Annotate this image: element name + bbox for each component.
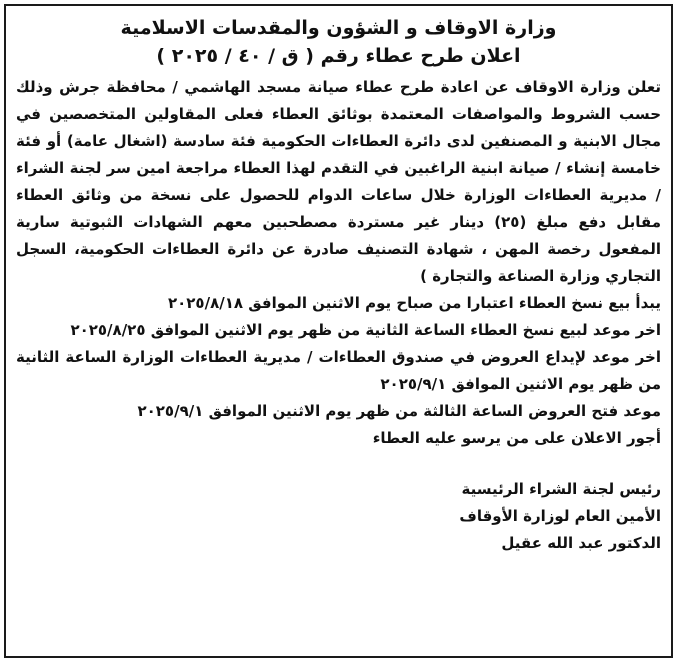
main-paragraph: تعلن وزارة الاوقاف عن اعادة طرح عطاء صيانة مسجد الهاشمي / محافظة جرش وذلك حسب الشروط والمواصفات المعتمدة بوثائق العطاء فعلى المقاولين المتخصصين في مجال الابنية و المصنفين لدى دائرة العطاءات الحكومية فئة سادسة (اشغال عامة) أو فئة خامسة إنشاء / صيانة ابنية الراغبين في التقدم لهذا العطاء مراجعة امين سر لجنة الشراء / مديرية العطاءات الوزارة خلال ساعات الدوام للحصول على نسخة من وثائق العطاء مقابل دفع مبلغ (٢٥) دينار غير مستردة مصطحبين معهم الشهادات الثبوتية سارية المفعول رخصة المهن ، شهادة التصنيف صادرة عن دائرة العطاءات الحكومية، السجل التجاري وزارة الصناعة والتجارة ) (16, 78, 661, 285)
tender-title: اعلان طرح عطاء رقم ( ق / ٤٠ / ٢٠٢٥ ) (156, 45, 521, 67)
sale-start-line: يبدأ بيع نسخ العطاء اعتبارا من صباح يوم الاثنين الموافق ٢٠٢٥/٨/١٨ (167, 294, 661, 312)
signature-secretary-general: الأمين العام لوزارة الأوقاف (459, 507, 661, 525)
tender-notice (4, 4, 673, 658)
opening-line: موعد فتح العروض الساعة الثالثة من ظهر يوم الاثنين الموافق ٢٠٢٥/٩/١ (137, 402, 661, 420)
sale-end-line: اخر موعد لبيع نسخ العطاء الساعة الثانية من ظهر يوم الاثنين الموافق ٢٠٢٥/٨/٢٥ (70, 321, 661, 339)
fees-note-line: أجور الاعلان على من يرسو عليه العطاء (372, 429, 661, 447)
signature-name: الدكتور عبد الله عقيل (501, 534, 661, 552)
signature-committee-head: رئيس لجنة الشراء الرئيسية (461, 480, 661, 498)
spacer (16, 452, 661, 476)
submission-deadline-line: اخر موعد لإيداع العروض في صندوق العطاءات / مديرية العطاءات الوزارة الساعة الثانية من ظهر يوم الاثنين الموافق ٢٠٢٥/٩/١ (16, 348, 661, 393)
ministry-title: وزارة الاوقاف و الشؤون والمقدسات الاسلامية (120, 17, 557, 39)
